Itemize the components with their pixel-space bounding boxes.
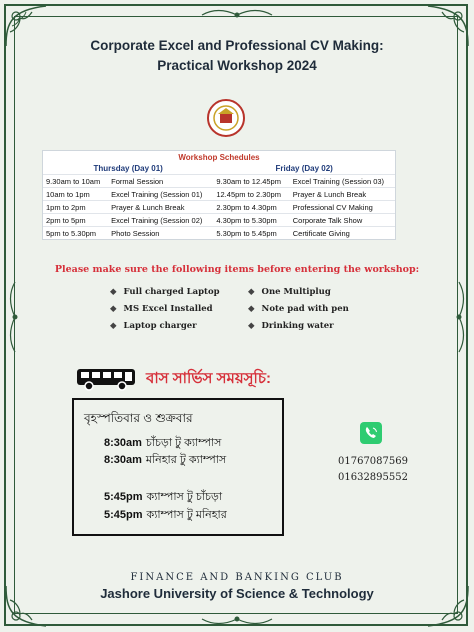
contact-numbers [338, 454, 408, 486]
day1-event: Excel Training (Session 01) [108, 188, 213, 201]
list-item [110, 320, 220, 337]
table-row [43, 201, 395, 214]
trip-time: 8:30am [104, 454, 142, 466]
list-item [110, 303, 220, 320]
day1-event: Formal Session [108, 175, 213, 188]
bus-icon [76, 367, 136, 391]
schedule-title: Workshop Schedules [178, 153, 260, 162]
requirements-right-list [248, 286, 349, 337]
day1-time: 2pm to 5pm [43, 214, 108, 227]
list-item-label: Drinking water [261, 321, 334, 331]
bullet-icon: ◆ [110, 321, 117, 331]
day2-event: Certificate Giving [290, 227, 395, 240]
right-ornament-icon [452, 280, 466, 354]
day1-time: 10am to 1pm [43, 188, 108, 201]
day1-event: Excel Training (Session 02) [108, 214, 213, 227]
list-item [248, 286, 349, 303]
table-row [43, 214, 395, 227]
list-item-label: Full charged Laptop [123, 287, 220, 297]
bus-trip [104, 488, 222, 507]
bus-schedule-box [72, 398, 284, 536]
club-name: FINANCE AND BANKING CLUB [130, 572, 344, 583]
day2-event: Corporate Talk Show [290, 214, 395, 227]
day2-header: Friday (Day 02) [275, 164, 333, 173]
day2-time: 12.45pm to 2.30pm [213, 188, 289, 201]
bullet-icon: ◆ [110, 287, 117, 297]
bus-days: বৃহস্পতিবার ও শুক্রবার [84, 411, 193, 425]
table-row [43, 227, 395, 240]
day1-event: Photo Session [108, 227, 213, 240]
bullet-icon: ◆ [248, 287, 255, 297]
bullet-icon: ◆ [110, 304, 117, 314]
title-line-2: Practical Workshop 2024 [157, 58, 317, 73]
trip-route: ক্যাম্পাস টু মনিহার [146, 509, 227, 521]
day1-event: Prayer & Lunch Break [108, 201, 213, 214]
bullet-icon: ◆ [248, 304, 255, 314]
bus-trip [104, 451, 226, 470]
list-item [110, 286, 220, 303]
university-logo-icon [206, 98, 246, 138]
list-item [248, 320, 349, 337]
day1-header: Thursday (Day 01) [93, 164, 163, 173]
day1-time: 5pm to 5.30pm [43, 227, 108, 240]
list-item [248, 303, 349, 320]
bus-trip [104, 506, 227, 525]
day2-time: 4.30pm to 5.30pm [213, 214, 289, 227]
trip-time: 5:45pm [104, 509, 143, 521]
phone-icon [360, 422, 382, 444]
trip-route: মনিহার টু ক্যাম্পাস [145, 454, 227, 466]
day2-event: Prayer & Lunch Break [290, 188, 395, 201]
day2-time: 5.30pm to 5.45pm [213, 227, 289, 240]
left-ornament-icon [8, 280, 22, 354]
day1-time: 9.30am to 10am [43, 175, 108, 188]
day2-time: 9.30am to 12.45pm [213, 175, 289, 188]
trip-route: চাঁচড়া টু ক্যাম্পাস [145, 437, 222, 449]
page-title [30, 36, 444, 76]
table-row [43, 188, 395, 201]
trip-route: ক্যাম্পাস টু চাঁচড়া [146, 491, 223, 503]
requirements-left-list [110, 286, 220, 337]
phone-number-1[interactable]: 01767087569 [338, 456, 408, 467]
bus-schedule-title: বাস সার্ভিস সময়সূচি: [146, 370, 271, 387]
list-item-label: One Multiplug [261, 287, 331, 297]
table-row [43, 175, 395, 188]
bottom-ornament-icon [200, 612, 274, 626]
title-line-1: Corporate Excel and Professional CV Making: [90, 38, 384, 53]
top-ornament-icon [200, 8, 274, 22]
day2-event: Professional CV Making [290, 201, 395, 214]
day2-event: Excel Training (Session 03) [290, 175, 395, 188]
list-item-label: Laptop charger [123, 321, 197, 331]
requirements-title: Please make sure the following items before entering the workshop: [54, 264, 420, 275]
trip-time: 5:45pm [104, 491, 143, 503]
day1-time: 1pm to 2pm [43, 201, 108, 214]
trip-time: 8:30am [104, 437, 142, 449]
list-item-label: Note pad with pen [261, 304, 349, 314]
day2-time: 2.30pm to 4.30pm [213, 201, 289, 214]
university-name: Jashore University of Science & Technology [100, 586, 374, 601]
list-item-label: MS Excel Installed [123, 304, 213, 314]
phone-number-2[interactable]: 01632895552 [338, 472, 408, 483]
workshop-schedule-table [42, 150, 396, 240]
bullet-icon: ◆ [248, 321, 255, 331]
